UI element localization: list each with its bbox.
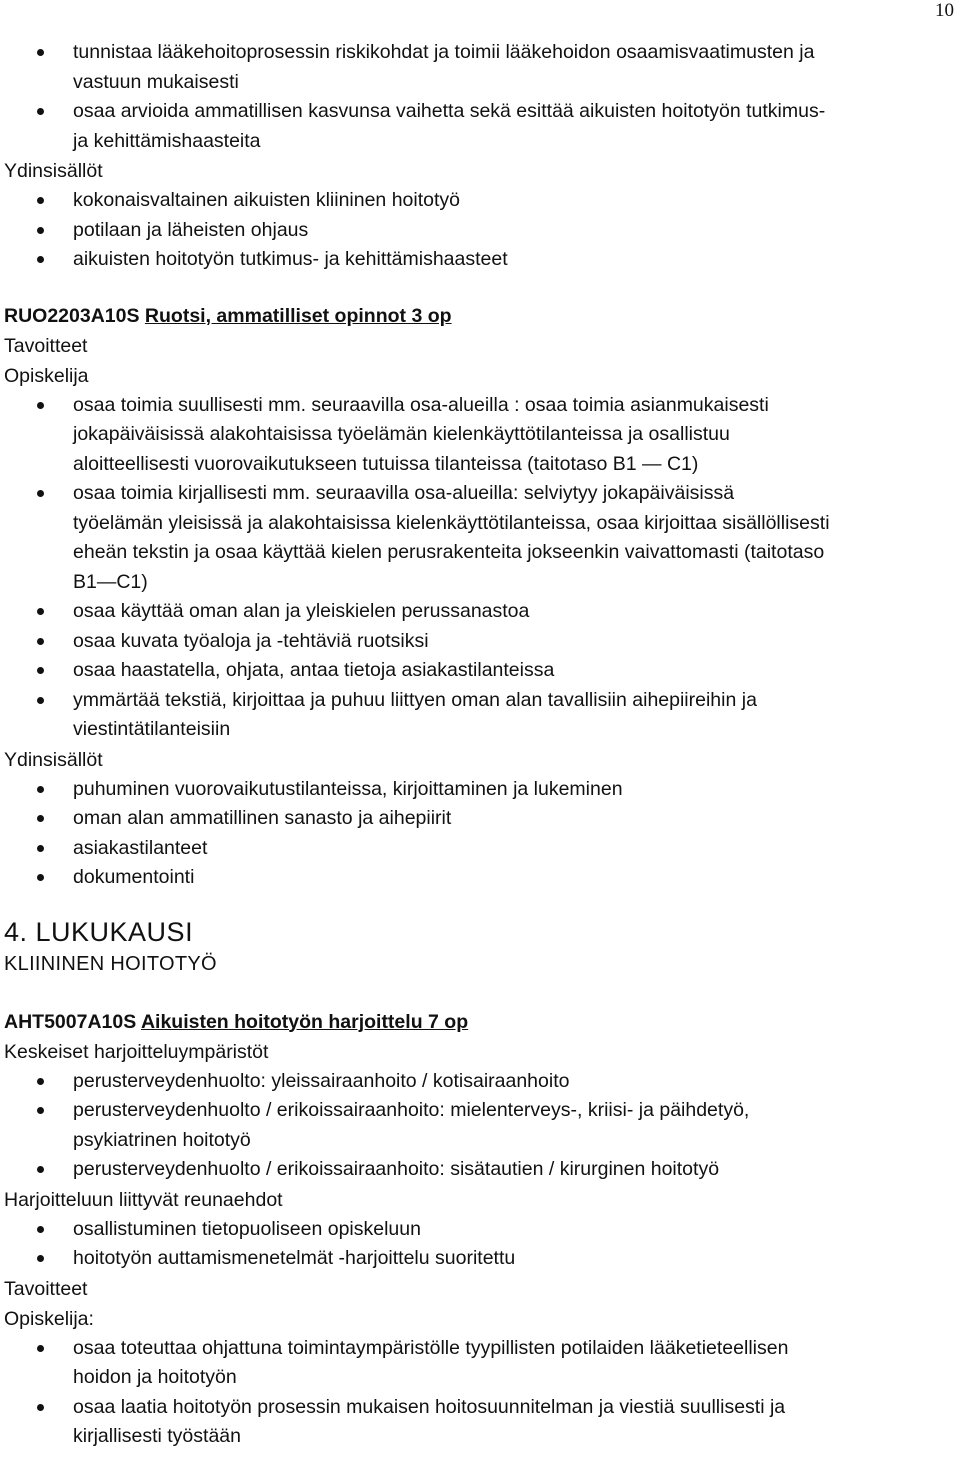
document-body xyxy=(4,38,956,1452)
list-item xyxy=(4,245,956,275)
list-item-text: perusterveydenhuolto / erikoissairaanhoito: sisätautien / kirurginen hoitotyö xyxy=(73,1158,720,1180)
environments-list xyxy=(4,1067,956,1185)
list-item-text: hoidon ja hoitotyön xyxy=(73,1366,237,1388)
list-item-text: ja kehittämishaasteita xyxy=(73,129,261,152)
list-item-text: osaa kuvata työaloja ja -tehtäviä ruotsiksi xyxy=(73,629,429,652)
student-label: Opiskelija: xyxy=(4,1307,94,1330)
list-item-text: perusterveydenhuolto / erikoissairaanhoito: mielenterveys-, kriisi- ja päihdetyö, xyxy=(73,1099,750,1121)
core-content-list xyxy=(4,186,956,275)
list-item-text: vastuun mukaisesti xyxy=(73,70,239,93)
course-code: RUO2203A10S xyxy=(4,304,140,327)
prerequisites-list xyxy=(4,1215,956,1274)
goals-list xyxy=(4,391,956,745)
list-item-text: osaa käyttää oman alan ja yleiskielen perussanastoa xyxy=(73,600,530,622)
list-item-text: puhuminen vuorovaikutustilanteissa, kirjoittaminen ja lukeminen xyxy=(73,777,623,800)
list-item xyxy=(4,1067,956,1097)
list-item xyxy=(4,186,956,216)
list-item-text: viestintätilanteisiin xyxy=(73,718,231,740)
goals-heading: Tavoitteet xyxy=(4,1277,88,1300)
list-item xyxy=(4,479,956,597)
list-item-text: osallistuminen tietopuoliseen opiskeluun xyxy=(73,1217,421,1240)
list-item xyxy=(4,656,956,686)
list-item xyxy=(4,597,956,627)
list-item-text: potilaan ja läheisten ohjaus xyxy=(73,218,309,241)
list-item-text: osaa toteuttaa ohjattuna toimintaympäristölle tyypillisten potilaiden lääketieteellisen xyxy=(73,1336,789,1359)
list-item-text: osaa laatia hoitotyön prosessin mukaisen hoitosuunnitelman ja viestiä suullisesti ja xyxy=(73,1395,786,1418)
list-item xyxy=(4,1096,956,1155)
goals-list xyxy=(4,1334,956,1452)
list-item-text: oman alan ammatillinen sanasto ja aihepiirit xyxy=(73,807,452,829)
list-item xyxy=(4,804,956,834)
list-item xyxy=(4,38,956,97)
list-item-text: ymmärtää tekstiä, kirjoittaa ja puhuu liittyen oman alan tavallisiin aihepiireihin ja xyxy=(73,688,757,711)
list-item xyxy=(4,1334,956,1393)
list-item-text: aloitteellisesti vuorovaikutukseen tutuissa tilanteissa (taitotaso B1 — C1) xyxy=(73,452,699,475)
top-bullet-list xyxy=(4,38,956,156)
list-item xyxy=(4,1244,956,1274)
semester-heading: 4. LUKUKAUSI xyxy=(4,916,194,947)
list-item xyxy=(4,216,956,246)
list-item-text: tunnistaa lääkehoitoprosessin riskikohdat ja toimii lääkehoidon osaamisvaatimusten ja xyxy=(73,41,815,63)
prerequisites-heading: Harjoitteluun liittyvät reunaehdot xyxy=(4,1188,283,1211)
list-item-text: osaa toimia kirjallisesti mm. seuraavilla osa-alueilla: selviytyy jokapäiväisissä xyxy=(73,482,735,504)
list-item xyxy=(4,1215,956,1245)
list-item xyxy=(4,863,956,893)
list-item-text: B1—C1) xyxy=(73,570,148,593)
list-item-text: aikuisten hoitotyön tutkimus- ja kehittämishaasteet xyxy=(73,248,508,270)
course-title: Aikuisten hoitotyön harjoittelu 7 op xyxy=(140,1010,469,1033)
course-code: AHT5007A10S xyxy=(4,1010,137,1033)
course-heading-ruotsi xyxy=(4,301,956,331)
list-item-text: hoitotyön auttamismenetelmät -harjoittelu suoritettu xyxy=(73,1247,516,1269)
list-item-text: kokonaisvaltainen aikuisten kliininen hoitotyö xyxy=(73,189,460,211)
section-heading: KLIININEN HOITOTYÖ xyxy=(4,952,217,975)
core-content-heading: Ydinsisällöt xyxy=(4,160,103,182)
environments-heading: Keskeiset harjoitteluympäristöt xyxy=(4,1040,269,1063)
list-item-text: osaa toimia suullisesti mm. seuraavilla osa-alueilla : osaa toimia asianmukaisesti xyxy=(73,393,769,416)
goals-heading: Tavoitteet xyxy=(4,334,88,357)
list-item-text: dokumentointi xyxy=(73,866,195,888)
course-title: Ruotsi, ammatilliset opinnot 3 op xyxy=(144,304,452,327)
list-item-text: eheän tekstin ja osaa käyttää kielen perusrakenteita jokseenkin vaivattomasti (taitotaso xyxy=(73,541,825,563)
list-item-text: kirjallisesti työstään xyxy=(73,1425,241,1447)
list-item-text: asiakastilanteet xyxy=(73,836,208,859)
list-item-text: työelämän yleisissä ja alakohtaisissa kielenkäyttötilanteissa, osaa kirjoittaa sisällöllisesti xyxy=(73,511,830,534)
list-item-text: jokapäiväisissä alakohtaisissa työelämän kielenkäyttötilanteissa ja osallistuu xyxy=(73,423,730,445)
core-content-list xyxy=(4,775,956,893)
list-item xyxy=(4,1393,956,1452)
list-item xyxy=(4,1155,956,1185)
list-item-text: perusterveydenhuolto: yleissairaanhoito / kotisairaanhoito xyxy=(73,1069,570,1092)
core-content-heading: Ydinsisällöt xyxy=(4,748,103,771)
list-item xyxy=(4,97,956,156)
course-heading-aht xyxy=(4,1007,956,1037)
list-item xyxy=(4,391,956,480)
list-item-text: psykiatrinen hoitotyö xyxy=(73,1128,251,1151)
list-item xyxy=(4,834,956,864)
list-item-text: osaa haastatella, ohjata, antaa tietoja asiakastilanteissa xyxy=(73,659,555,681)
list-item xyxy=(4,775,956,805)
page-number: 10 xyxy=(935,0,954,21)
list-item-text: osaa arvioida ammatillisen kasvunsa vaihetta sekä esittää aikuisten hoitotyön tutkimus- xyxy=(73,100,826,122)
list-item xyxy=(4,627,956,657)
student-label: Opiskelija xyxy=(4,364,89,387)
list-item xyxy=(4,686,956,745)
